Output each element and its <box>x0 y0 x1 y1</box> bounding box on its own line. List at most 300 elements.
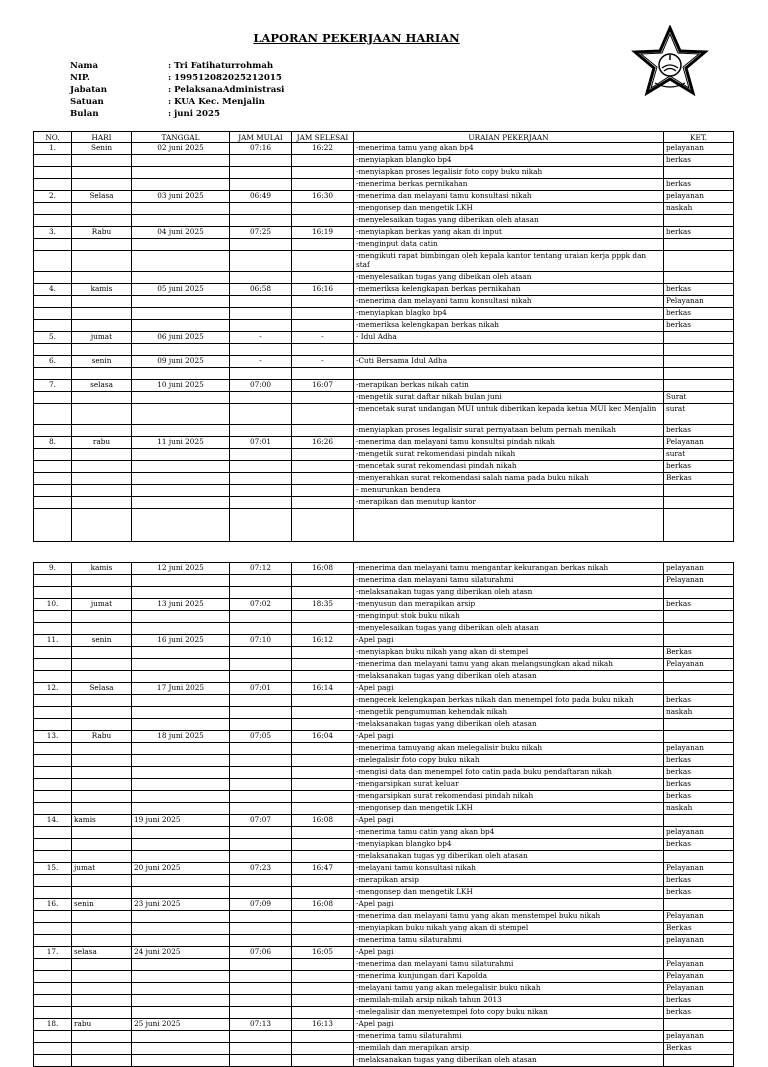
row-ket <box>664 344 734 356</box>
row-hari <box>72 923 132 935</box>
row-no: 10. <box>34 599 72 611</box>
row-tanggal <box>132 923 230 935</box>
row-hari: senin <box>72 635 132 647</box>
row-ket: pelayanan <box>664 563 734 575</box>
row-uraian: -menyiapkan proses legalisir foto copy buku nikah <box>354 167 664 179</box>
row-tanggal <box>132 647 230 659</box>
row-no <box>34 272 72 284</box>
header-ket: KET. <box>664 132 734 143</box>
row-no <box>34 839 72 851</box>
row-no <box>34 983 72 995</box>
row-jam-selesai <box>292 155 354 167</box>
row-uraian: -menerima tamu silaturahmi <box>354 935 664 947</box>
row-jam-mulai <box>230 671 292 683</box>
row-hari: senin <box>72 899 132 911</box>
row-jam-mulai <box>230 1055 292 1067</box>
row-jam-selesai: 16:07 <box>292 380 354 392</box>
row-uraian: -mengonsep dan mengetik LKH <box>354 803 664 815</box>
table-row <box>34 755 734 767</box>
table-row <box>34 272 734 284</box>
table-row <box>34 599 734 611</box>
row-hari: selasa <box>72 947 132 959</box>
table-row <box>34 791 734 803</box>
row-tanggal <box>132 803 230 815</box>
row-no: 5. <box>34 332 72 344</box>
row-no <box>34 791 72 803</box>
row-jam-mulai <box>230 1031 292 1043</box>
row-hari <box>72 509 132 542</box>
row-tanggal <box>132 911 230 923</box>
table-row <box>34 887 734 899</box>
row-tanggal: 17 Juni 2025 <box>132 683 230 695</box>
row-uraian: -menerima dan melayani tamu silaturahmi <box>354 959 664 971</box>
row-no: 17. <box>34 947 72 959</box>
row-jam-selesai: 16:16 <box>292 284 354 296</box>
row-no <box>34 875 72 887</box>
row-jam-mulai <box>230 767 292 779</box>
row-tanggal <box>132 779 230 791</box>
table-row <box>34 227 734 239</box>
table-row <box>34 563 734 575</box>
row-no <box>34 404 72 425</box>
row-tanggal <box>132 839 230 851</box>
info-label: Nama <box>70 60 99 71</box>
row-jam-mulai <box>230 959 292 971</box>
row-jam-selesai <box>292 587 354 599</box>
row-jam-selesai <box>292 251 354 272</box>
row-ket: berkas <box>664 308 734 320</box>
row-hari <box>72 983 132 995</box>
header-jam-selesai: JAM SELESAI <box>292 132 354 143</box>
row-hari <box>72 368 132 380</box>
row-uraian: -melaksanakan tugas yang diberikan oleh atasan <box>354 719 664 731</box>
row-uraian: -melayani tamu yang akan melegalisir buku nikah <box>354 983 664 995</box>
row-jam-mulai <box>230 875 292 887</box>
row-no <box>34 755 72 767</box>
table-row <box>34 935 734 947</box>
row-no <box>34 167 72 179</box>
row-jam-selesai <box>292 344 354 356</box>
row-jam-mulai <box>230 743 292 755</box>
row-tanggal <box>132 404 230 425</box>
row-ket: pelayanan <box>664 935 734 947</box>
row-ket: berkas <box>664 179 734 191</box>
row-uraian: -merapikan dan menutup kantor <box>354 497 664 509</box>
row-uraian: -mengisi data dan menempel foto catin pada buku pendaftaran nikah <box>354 767 664 779</box>
header-hari: HARI <box>72 132 132 143</box>
row-no <box>34 251 72 272</box>
row-tanggal <box>132 959 230 971</box>
row-tanggal: 19 juni 2025 <box>132 815 230 827</box>
row-tanggal <box>132 296 230 308</box>
row-no <box>34 509 72 542</box>
row-hari <box>72 404 132 425</box>
row-no <box>34 707 72 719</box>
row-jam-mulai <box>230 983 292 995</box>
row-tanggal <box>132 851 230 863</box>
table-row <box>34 827 734 839</box>
table-row <box>34 815 734 827</box>
work-log-table-2 <box>33 562 734 1067</box>
table-row <box>34 1055 734 1067</box>
row-ket <box>664 731 734 743</box>
row-tanggal: 13 juni 2025 <box>132 599 230 611</box>
row-no <box>34 827 72 839</box>
table-row <box>34 497 734 509</box>
table-row <box>34 143 734 155</box>
row-ket <box>664 815 734 827</box>
row-no <box>34 659 72 671</box>
info-label: Satuan <box>70 96 104 107</box>
row-hari <box>72 707 132 719</box>
table-row <box>34 344 734 356</box>
row-ket <box>664 332 734 344</box>
row-jam-mulai <box>230 887 292 899</box>
row-uraian <box>354 509 664 542</box>
row-ket: berkas <box>664 227 734 239</box>
row-jam-selesai <box>292 767 354 779</box>
row-uraian: -melayani tamu konsultasi nikah <box>354 863 664 875</box>
row-jam-mulai <box>230 404 292 425</box>
row-ket: Surat <box>664 392 734 404</box>
row-jam-selesai <box>292 719 354 731</box>
row-tanggal <box>132 251 230 272</box>
row-hari: Rabu <box>72 731 132 743</box>
row-jam-selesai <box>292 791 354 803</box>
table-row <box>34 923 734 935</box>
row-hari <box>72 911 132 923</box>
row-jam-mulai <box>230 995 292 1007</box>
table-row <box>34 671 734 683</box>
table-row <box>34 659 734 671</box>
row-jam-mulai <box>230 647 292 659</box>
row-jam-mulai <box>230 473 292 485</box>
row-uraian: -Apel pagi <box>354 731 664 743</box>
table-row <box>34 509 734 542</box>
row-jam-selesai <box>292 875 354 887</box>
info-label: NIP. <box>70 72 90 83</box>
row-ket: Pelayanan <box>664 659 734 671</box>
ministry-emblem-icon <box>625 25 715 107</box>
row-ket: berkas <box>664 1007 734 1019</box>
table-row <box>34 392 734 404</box>
row-jam-selesai <box>292 239 354 251</box>
row-hari <box>72 308 132 320</box>
row-ket: berkas <box>664 887 734 899</box>
row-uraian: -menyerahkan surat rekomendasi salah nama pada buku nikah <box>354 473 664 485</box>
row-ket: Berkas <box>664 923 734 935</box>
row-jam-mulai <box>230 485 292 497</box>
row-hari <box>72 344 132 356</box>
row-tanggal <box>132 707 230 719</box>
row-uraian: -melaksanakan tugas yang diberikan oleh atasan <box>354 671 664 683</box>
row-tanggal <box>132 461 230 473</box>
row-jam-mulai <box>230 344 292 356</box>
row-tanggal: 11 juni 2025 <box>132 437 230 449</box>
row-tanggal <box>132 1031 230 1043</box>
row-tanggal: 02 juni 2025 <box>132 143 230 155</box>
row-no <box>34 155 72 167</box>
row-uraian: -Apel pagi <box>354 1019 664 1031</box>
row-ket: berkas <box>664 995 734 1007</box>
row-ket <box>664 635 734 647</box>
table-row <box>34 983 734 995</box>
header-jam-mulai: JAM MULAI <box>230 132 292 143</box>
table-row <box>34 959 734 971</box>
row-no <box>34 425 72 437</box>
row-jam-selesai <box>292 308 354 320</box>
row-jam-selesai <box>292 803 354 815</box>
row-ket: berkas <box>664 284 734 296</box>
table-row <box>34 332 734 344</box>
table-row <box>34 719 734 731</box>
row-jam-selesai <box>292 167 354 179</box>
row-no <box>34 485 72 497</box>
row-hari <box>72 587 132 599</box>
row-uraian: -mengetik surat rekomendasi pindah nikah <box>354 449 664 461</box>
row-tanggal <box>132 587 230 599</box>
row-jam-mulai <box>230 827 292 839</box>
row-uraian: -merapikan berkas nikah catin <box>354 380 664 392</box>
row-jam-mulai <box>230 272 292 284</box>
row-hari <box>72 695 132 707</box>
row-jam-selesai <box>292 461 354 473</box>
table-row <box>34 251 734 272</box>
row-jam-mulai: 07:07 <box>230 815 292 827</box>
row-ket: Pelayanan <box>664 911 734 923</box>
row-no <box>34 851 72 863</box>
table-row <box>34 731 734 743</box>
row-hari <box>72 497 132 509</box>
table-row <box>34 179 734 191</box>
row-tanggal: 24 juni 2025 <box>132 947 230 959</box>
row-ket <box>664 272 734 284</box>
row-jam-mulai <box>230 935 292 947</box>
row-hari: kamis <box>72 563 132 575</box>
row-ket: pelayanan <box>664 827 734 839</box>
row-jam-mulai: 07:13 <box>230 1019 292 1031</box>
row-jam-mulai <box>230 509 292 542</box>
row-no <box>34 1055 72 1067</box>
row-tanggal <box>132 659 230 671</box>
row-jam-mulai <box>230 179 292 191</box>
row-jam-selesai: - <box>292 332 354 344</box>
row-hari <box>72 155 132 167</box>
row-tanggal <box>132 719 230 731</box>
row-tanggal: 18 juni 2025 <box>132 731 230 743</box>
row-jam-mulai <box>230 971 292 983</box>
row-hari <box>72 473 132 485</box>
row-uraian: -menyusun dan merapikan arsip <box>354 599 664 611</box>
row-jam-selesai <box>292 485 354 497</box>
table-row <box>34 995 734 1007</box>
table-row <box>34 683 734 695</box>
row-jam-mulai <box>230 851 292 863</box>
row-jam-selesai <box>292 983 354 995</box>
row-hari <box>72 827 132 839</box>
row-jam-mulai <box>230 791 292 803</box>
row-tanggal: 09 juni 2025 <box>132 356 230 368</box>
table-row <box>34 284 734 296</box>
row-jam-selesai <box>292 911 354 923</box>
row-tanggal <box>132 272 230 284</box>
row-jam-selesai <box>292 851 354 863</box>
row-hari <box>72 485 132 497</box>
row-ket: pelayanan <box>664 743 734 755</box>
info-value: : KUA Kec. Menjalin <box>168 96 265 107</box>
row-tanggal <box>132 995 230 1007</box>
row-no <box>34 461 72 473</box>
row-no <box>34 179 72 191</box>
row-tanggal: 03 juni 2025 <box>132 191 230 203</box>
info-row <box>70 96 284 108</box>
row-hari: rabu <box>72 1019 132 1031</box>
row-jam-mulai <box>230 575 292 587</box>
row-ket <box>664 671 734 683</box>
row-jam-mulai <box>230 461 292 473</box>
row-uraian: -melaksanakan tugas yg diberikan oleh atasan <box>354 851 664 863</box>
row-no <box>34 971 72 983</box>
row-uraian: -mengonsep dan mengetik LKH <box>354 203 664 215</box>
row-jam-selesai <box>292 425 354 437</box>
row-hari <box>72 971 132 983</box>
table-row <box>34 425 734 437</box>
row-uraian: -menginput stok buku nikah <box>354 611 664 623</box>
row-tanggal <box>132 755 230 767</box>
table-row <box>34 215 734 227</box>
row-tanggal: 12 juni 2025 <box>132 563 230 575</box>
row-hari <box>72 392 132 404</box>
employee-info <box>70 60 284 120</box>
row-jam-selesai <box>292 392 354 404</box>
row-tanggal <box>132 425 230 437</box>
row-ket: berkas <box>664 599 734 611</box>
row-jam-mulai <box>230 239 292 251</box>
row-no <box>34 1007 72 1019</box>
row-no: 9. <box>34 563 72 575</box>
row-hari <box>72 425 132 437</box>
row-tanggal <box>132 449 230 461</box>
row-no: 3. <box>34 227 72 239</box>
row-jam-mulai <box>230 1007 292 1019</box>
row-uraian: -melaksanakan tugas yang diberikan oleh atasn <box>354 587 664 599</box>
table-row <box>34 647 734 659</box>
table-row <box>34 971 734 983</box>
row-no: 15. <box>34 863 72 875</box>
row-tanggal <box>132 509 230 542</box>
row-jam-mulai: 07:05 <box>230 731 292 743</box>
row-no <box>34 308 72 320</box>
row-ket <box>664 719 734 731</box>
row-hari <box>72 611 132 623</box>
row-tanggal <box>132 695 230 707</box>
row-uraian: -menerima dan melayani tamu yang akan melangsungkan akad nikah <box>354 659 664 671</box>
row-ket <box>664 356 734 368</box>
info-value: : juni 2025 <box>168 108 220 119</box>
row-uraian <box>354 368 664 380</box>
row-tanggal <box>132 887 230 899</box>
row-jam-mulai <box>230 167 292 179</box>
row-hari <box>72 887 132 899</box>
row-jam-mulai: 06:49 <box>230 191 292 203</box>
row-jam-mulai <box>230 368 292 380</box>
row-hari <box>72 803 132 815</box>
row-ket: berkas <box>664 839 734 851</box>
row-jam-selesai: 16:30 <box>292 191 354 203</box>
row-hari <box>72 767 132 779</box>
row-uraian: -menerima dan melayani tamu konsultasi nikah <box>354 296 664 308</box>
row-jam-selesai: 16:47 <box>292 863 354 875</box>
table-row <box>34 356 734 368</box>
row-tanggal: 06 juni 2025 <box>132 332 230 344</box>
row-tanggal <box>132 983 230 995</box>
row-hari <box>72 296 132 308</box>
row-tanggal <box>132 1043 230 1055</box>
row-ket: Pelayanan <box>664 296 734 308</box>
row-jam-mulai <box>230 623 292 635</box>
row-jam-mulai: 07:01 <box>230 437 292 449</box>
row-tanggal <box>132 767 230 779</box>
row-tanggal <box>132 791 230 803</box>
row-jam-mulai: 07:23 <box>230 863 292 875</box>
row-no <box>34 1043 72 1055</box>
table-row <box>34 437 734 449</box>
row-uraian: -menyelesaikan tugas yang dibeikan oleh ataan <box>354 272 664 284</box>
row-no <box>34 911 72 923</box>
row-ket: berkas <box>664 779 734 791</box>
page-title: LAPORAN PEKERJAAN HARIAN <box>253 31 460 45</box>
row-jam-selesai <box>292 449 354 461</box>
row-jam-mulai <box>230 587 292 599</box>
row-no: 14. <box>34 815 72 827</box>
table-row <box>34 155 734 167</box>
row-tanggal <box>132 392 230 404</box>
row-ket <box>664 623 734 635</box>
row-hari <box>72 272 132 284</box>
row-no: 7. <box>34 380 72 392</box>
row-jam-selesai <box>292 1043 354 1055</box>
row-jam-selesai <box>292 659 354 671</box>
row-jam-selesai <box>292 779 354 791</box>
table-row <box>34 899 734 911</box>
row-no <box>34 959 72 971</box>
info-row <box>70 60 284 72</box>
row-jam-mulai <box>230 203 292 215</box>
row-ket <box>664 497 734 509</box>
row-hari <box>72 239 132 251</box>
row-hari <box>72 779 132 791</box>
row-jam-selesai <box>292 368 354 380</box>
row-ket: pelayanan <box>664 143 734 155</box>
row-jam-selesai: 16:14 <box>292 683 354 695</box>
table-row <box>34 239 734 251</box>
row-ket: berkas <box>664 695 734 707</box>
row-hari <box>72 1007 132 1019</box>
table-row <box>34 368 734 380</box>
row-no <box>34 344 72 356</box>
row-jam-selesai <box>292 179 354 191</box>
row-jam-mulai <box>230 251 292 272</box>
row-jam-selesai <box>292 923 354 935</box>
row-jam-selesai <box>292 827 354 839</box>
row-tanggal <box>132 743 230 755</box>
row-tanggal <box>132 203 230 215</box>
row-jam-mulai: 07:16 <box>230 143 292 155</box>
row-uraian: -menerima dan melayani tamu yang akan menstempel buku nikah <box>354 911 664 923</box>
row-hari: rabu <box>72 437 132 449</box>
row-uraian: -menyelesaikan tugas yang diberikan oleh atasan <box>354 623 664 635</box>
row-jam-selesai: 16:05 <box>292 947 354 959</box>
